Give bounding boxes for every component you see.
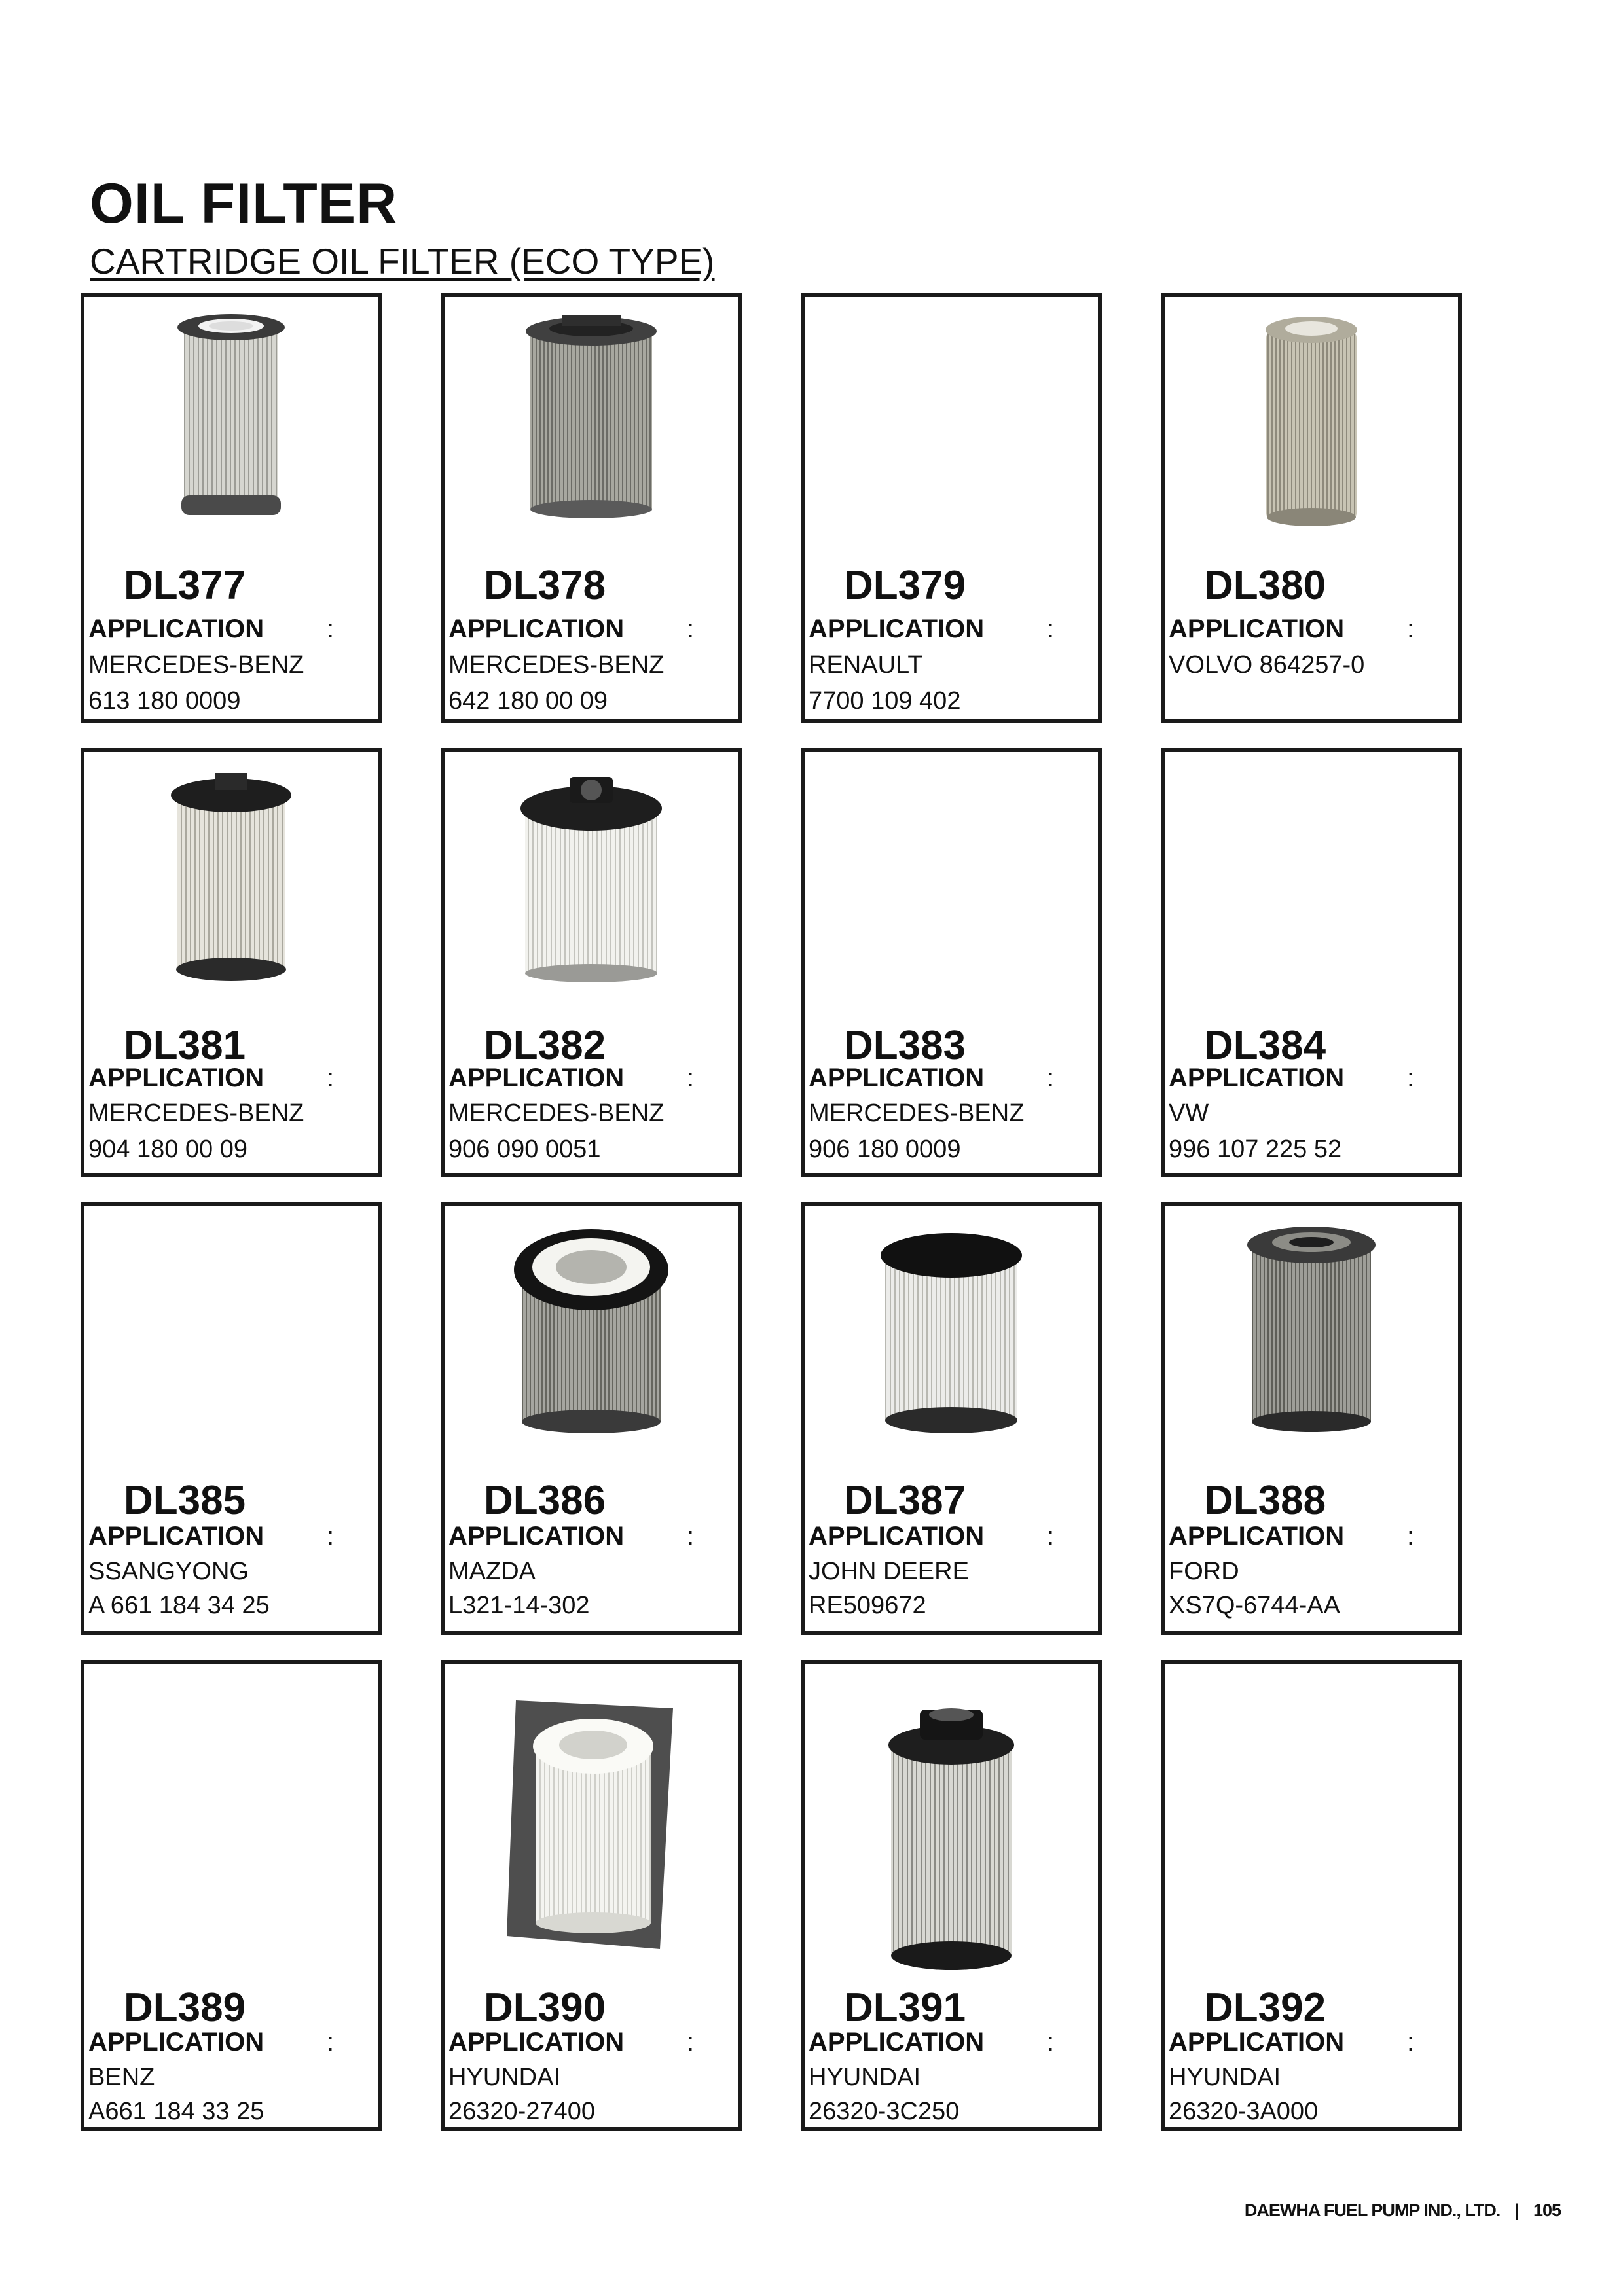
oem-part-number: 613 180 0009 <box>88 687 241 715</box>
filter-white-knob-image <box>509 764 673 986</box>
product-card <box>801 748 1102 1177</box>
product-code: DL379 <box>844 563 966 608</box>
oem-part-number: 642 180 00 09 <box>448 687 608 715</box>
application-label: APPLICATION <box>809 615 985 643</box>
filter-photo <box>805 1700 1098 1975</box>
oem-part-number: 996 107 225 52 <box>1169 1136 1342 1163</box>
application-label: APPLICATION <box>809 1522 985 1551</box>
filter-photo <box>445 764 738 986</box>
product-card <box>81 1660 382 2131</box>
filter-tall-black-cap-image <box>879 1700 1023 1975</box>
oem-part-number: 26320-3C250 <box>809 2098 960 2125</box>
filter-dotted-cap-image <box>1236 1217 1387 1440</box>
application-colon: : <box>687 2028 695 2056</box>
footer-separator: | <box>1514 2200 1519 2220</box>
vehicle-make: MAZDA <box>448 1558 536 1585</box>
vehicle-make: HYUNDAI <box>1169 2064 1281 2091</box>
application-label: APPLICATION <box>88 2028 264 2056</box>
product-card <box>1161 748 1462 1177</box>
product-card <box>441 1202 742 1635</box>
application-label: APPLICATION <box>809 2028 985 2056</box>
application-label: APPLICATION <box>1169 615 1345 643</box>
product-code: DL387 <box>844 1478 966 1523</box>
oem-part-number: 26320-3A000 <box>1169 2098 1319 2125</box>
application-colon: : <box>687 1522 695 1551</box>
product-code: DL384 <box>1204 1023 1326 1068</box>
application-colon: : <box>687 1064 695 1092</box>
vehicle-make: MERCEDES-BENZ <box>809 1100 1025 1127</box>
application-label: APPLICATION <box>1169 1064 1345 1092</box>
company-name: DAEWHA FUEL PUMP IND., LTD. <box>1244 2200 1501 2220</box>
vehicle-make: SSANGYONG <box>88 1558 249 1585</box>
product-code: DL377 <box>124 563 246 608</box>
application-colon: : <box>1047 615 1055 643</box>
application-label: APPLICATION <box>448 1522 625 1551</box>
page-footer <box>1245 2200 1561 2221</box>
application-label: APPLICATION <box>88 615 264 643</box>
oem-part-number: 26320-27400 <box>448 2098 595 2125</box>
oem-part-number: 7700 109 402 <box>809 687 961 715</box>
application-colon: : <box>1407 1522 1415 1551</box>
product-code: DL391 <box>844 1985 966 2030</box>
application-label: APPLICATION <box>448 1064 625 1092</box>
application-label: APPLICATION <box>448 2028 625 2056</box>
product-code: DL385 <box>124 1478 246 1523</box>
vehicle-make: RENAULT <box>809 651 923 679</box>
filter-photo <box>1165 309 1458 531</box>
application-colon: : <box>327 1522 335 1551</box>
application-label: APPLICATION <box>448 615 625 643</box>
filter-dark-cap-image <box>166 309 297 525</box>
application-label: APPLICATION <box>809 1064 985 1092</box>
application-colon: : <box>1047 2028 1055 2056</box>
filter-photo <box>445 1700 738 1949</box>
product-code: DL382 <box>484 1023 606 1068</box>
oem-part-number: A 661 184 34 25 <box>88 1592 270 1619</box>
product-card <box>1161 1660 1462 2131</box>
product-card <box>801 1202 1102 1635</box>
vehicle-make: HYUNDAI <box>448 2064 561 2091</box>
filter-black-lid-image <box>876 1217 1027 1440</box>
product-card <box>81 1202 382 1635</box>
vehicle-make: VW <box>1169 1100 1209 1127</box>
filter-photo <box>84 309 378 525</box>
application-colon: : <box>327 615 335 643</box>
application-colon: : <box>1047 1064 1055 1092</box>
oem-part-number: 906 090 0051 <box>448 1136 601 1163</box>
filter-photo <box>1165 1217 1458 1440</box>
oem-part-number: L321-14-302 <box>448 1592 590 1619</box>
page-number: 105 <box>1533 2200 1561 2220</box>
filter-photo <box>445 1217 738 1440</box>
oem-part-number: A661 184 33 25 <box>88 2098 264 2125</box>
oem-part-number: 904 180 00 09 <box>88 1136 248 1163</box>
product-card <box>441 1660 742 2131</box>
product-code: DL380 <box>1204 563 1326 608</box>
application-colon: : <box>1407 2028 1415 2056</box>
filter-slim-tan-image <box>1256 309 1367 531</box>
filter-photo <box>84 764 378 986</box>
vehicle-make: MERCEDES-BENZ <box>448 651 665 679</box>
product-card <box>81 748 382 1177</box>
product-code: DL383 <box>844 1023 966 1068</box>
vehicle-make: MERCEDES-BENZ <box>88 651 304 679</box>
product-code: DL386 <box>484 1478 606 1523</box>
vehicle-make: MERCEDES-BENZ <box>88 1100 304 1127</box>
vehicle-make: HYUNDAI <box>809 2064 921 2091</box>
product-card <box>81 293 382 723</box>
page-title: OIL FILTER <box>90 172 398 235</box>
application-colon: : <box>1407 1064 1415 1092</box>
product-card <box>1161 293 1462 723</box>
product-code: DL388 <box>1204 1478 1326 1523</box>
product-card <box>801 293 1102 723</box>
application-colon: : <box>687 615 695 643</box>
oem-part-number: 906 180 0009 <box>809 1136 961 1163</box>
product-code: DL392 <box>1204 1985 1326 2030</box>
product-card <box>441 293 742 723</box>
product-card <box>801 1660 1102 2131</box>
application-colon: : <box>327 1064 335 1092</box>
application-colon: : <box>1407 615 1415 643</box>
filter-black-caps-image <box>162 764 300 986</box>
page-subtitle: CARTRIDGE OIL FILTER (ECO TYPE) <box>90 241 715 281</box>
oem-part-number: RE509672 <box>809 1592 926 1619</box>
product-code: DL381 <box>124 1023 246 1068</box>
filter-white-bg-image <box>503 1700 680 1949</box>
vehicle-make: VOLVO 864257-0 <box>1169 651 1365 679</box>
filter-wide-grey-image <box>516 309 666 525</box>
product-code: DL378 <box>484 563 606 608</box>
oem-part-number: XS7Q-6744-AA <box>1169 1592 1340 1619</box>
application-colon: : <box>327 2028 335 2056</box>
application-label: APPLICATION <box>1169 1522 1345 1551</box>
vehicle-make: JOHN DEERE <box>809 1558 969 1585</box>
application-label: APPLICATION <box>88 1064 264 1092</box>
filter-black-ring-image <box>506 1217 676 1440</box>
filter-photo <box>445 309 738 525</box>
product-code: DL390 <box>484 1985 606 2030</box>
product-card <box>1161 1202 1462 1635</box>
vehicle-make: MERCEDES-BENZ <box>448 1100 665 1127</box>
product-card <box>441 748 742 1177</box>
product-code: DL389 <box>124 1985 246 2030</box>
vehicle-make: FORD <box>1169 1558 1239 1585</box>
filter-photo <box>805 1217 1098 1440</box>
application-colon: : <box>1047 1522 1055 1551</box>
application-label: APPLICATION <box>88 1522 264 1551</box>
vehicle-make: BENZ <box>88 2064 155 2091</box>
application-label: APPLICATION <box>1169 2028 1345 2056</box>
